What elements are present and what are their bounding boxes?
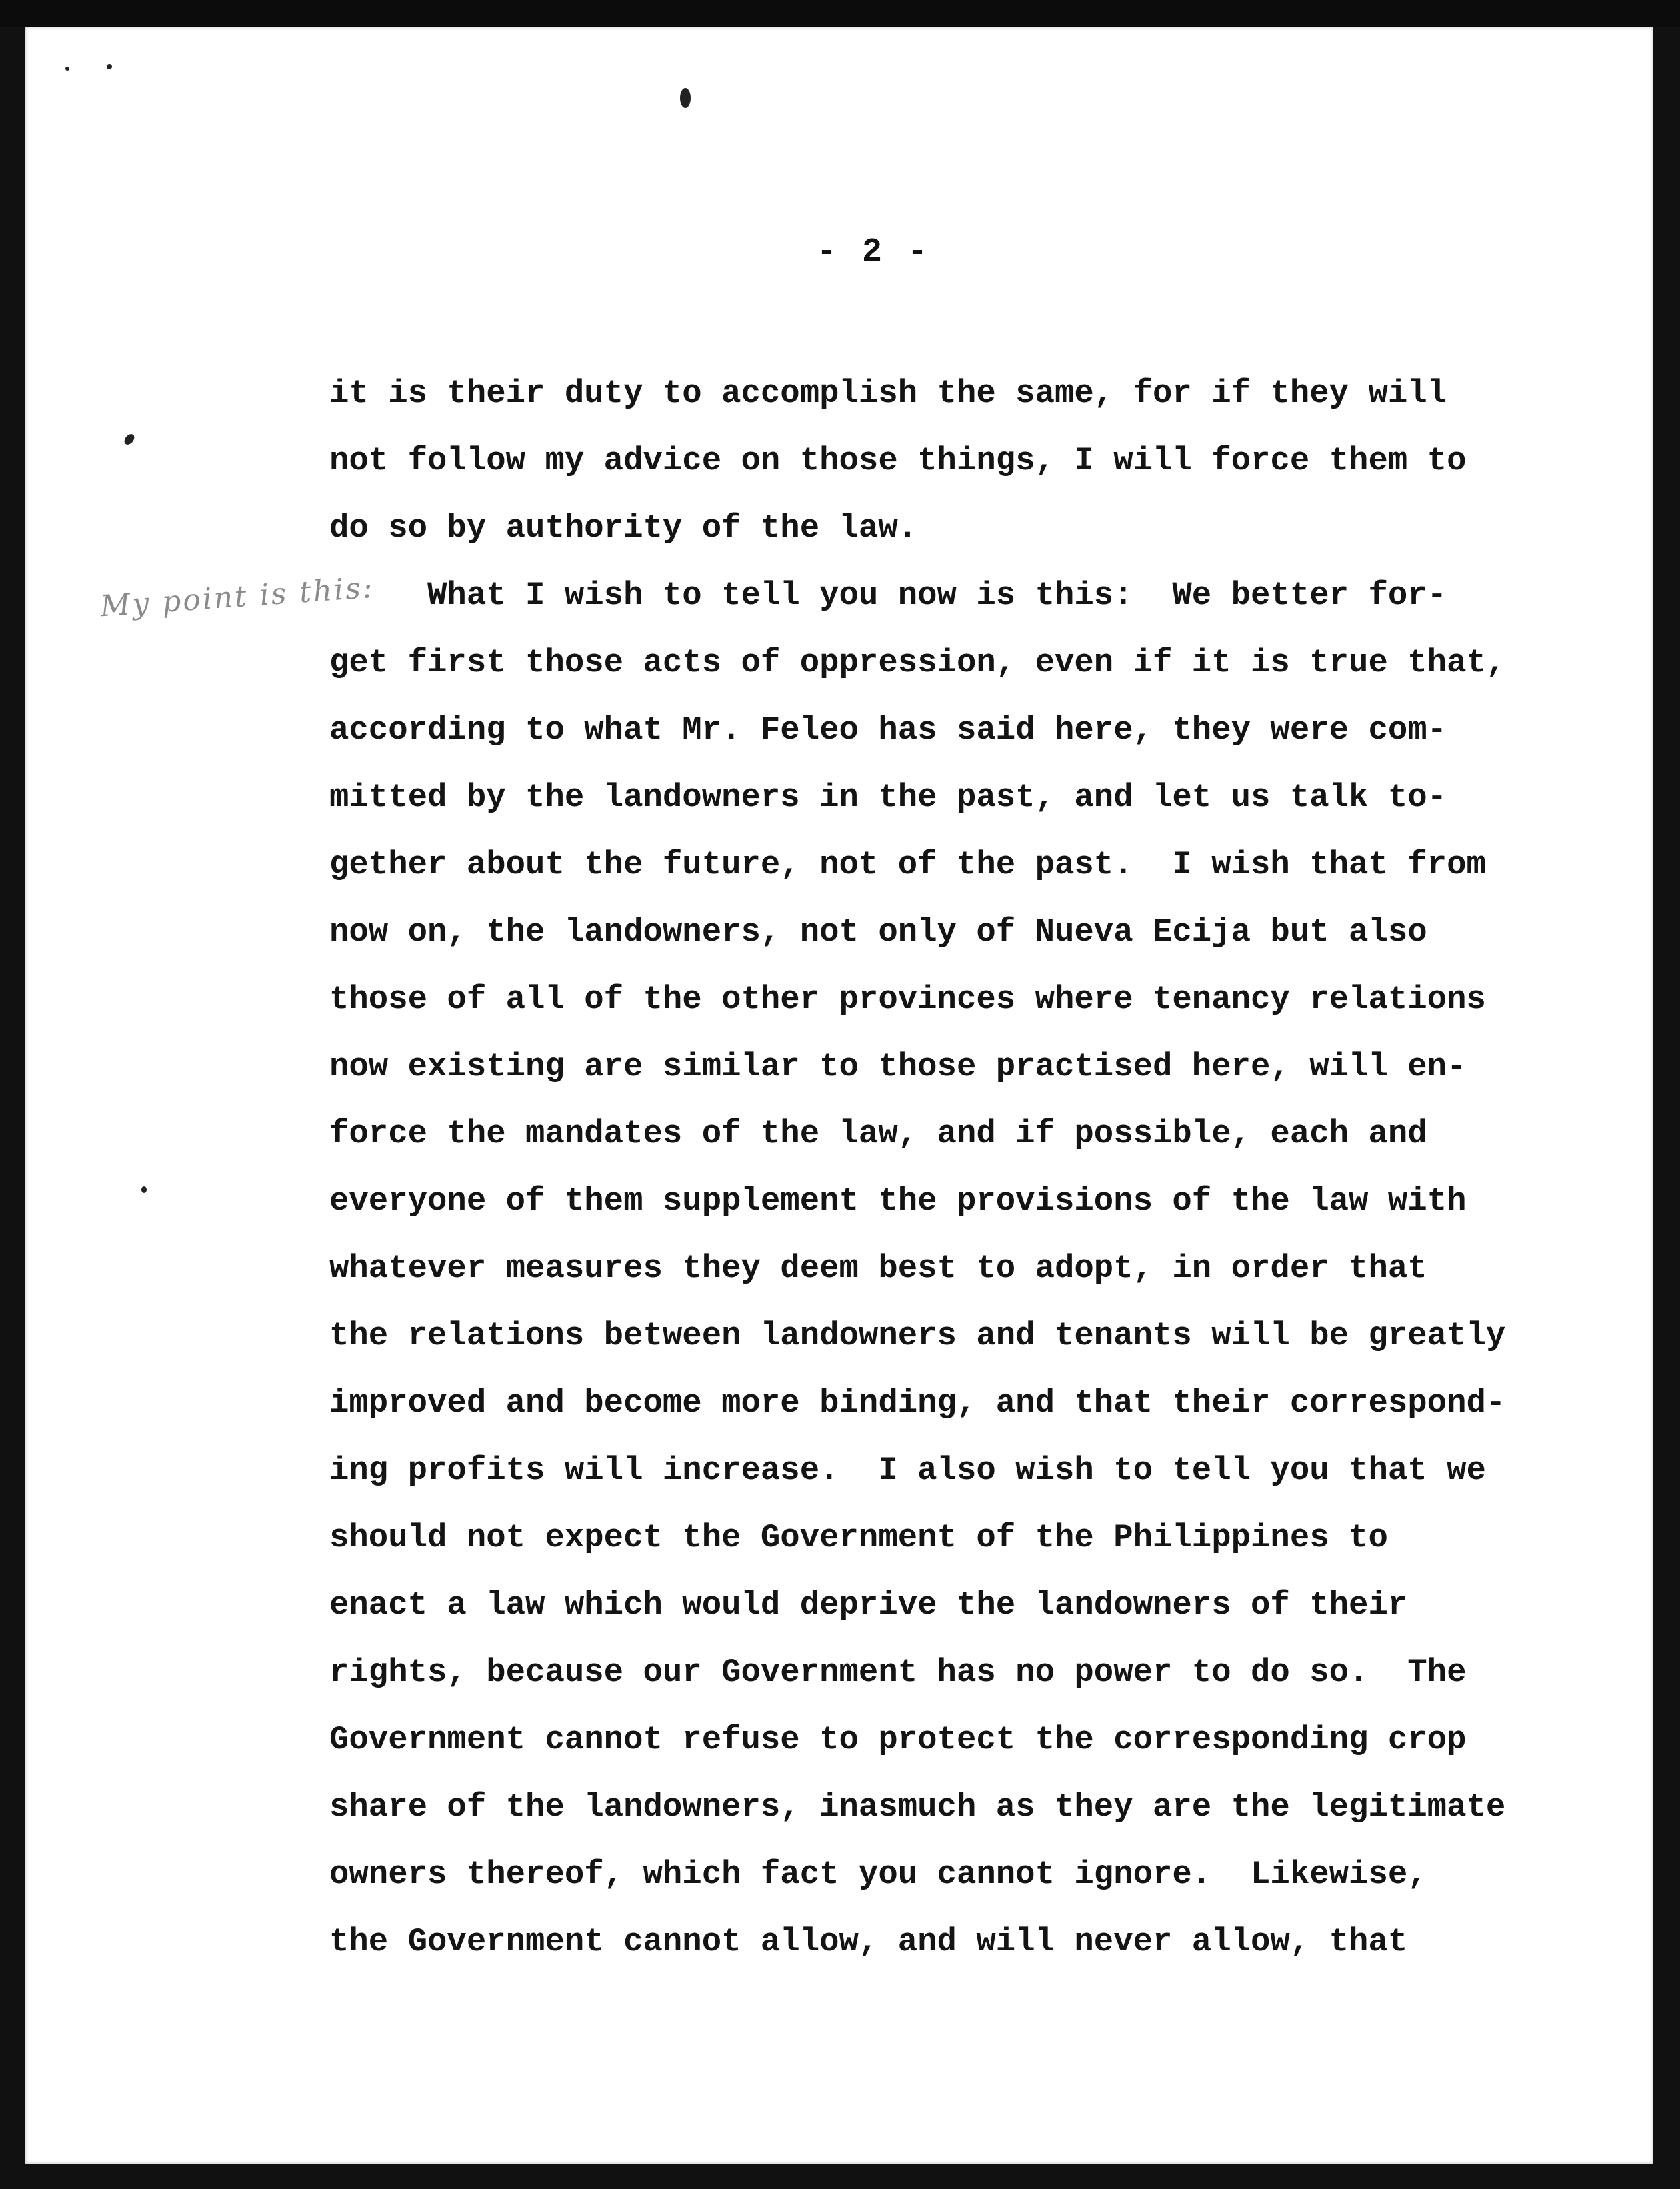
text-line: get first those acts of oppression, even if it is true that, — [329, 644, 1506, 681]
text-line: those of all of the other provinces where tenancy relations — [329, 981, 1486, 1018]
text-line: enact a law which would deprive the landowners of their — [329, 1586, 1408, 1624]
text-line: do so by authority of the law. — [329, 509, 918, 547]
text-line: according to what Mr. Feleo has said here, they were com- — [329, 711, 1447, 749]
text-line: the relations between landowners and tenants will be greatly — [329, 1317, 1506, 1354]
text-line: should not expect the Government of the Philippines to — [329, 1519, 1388, 1556]
text-line: everyone of them supplement the provisions of the law with — [329, 1182, 1467, 1220]
ink-speck — [680, 88, 691, 108]
handwritten-margin-note: My point is this: — [99, 570, 376, 624]
typed-body-text — [329, 360, 1563, 1976]
text-line: now existing are similar to those practised here, will en- — [329, 1048, 1467, 1085]
text-line: owners thereof, which fact you cannot ignore. Likewise, — [329, 1856, 1427, 1893]
ink-speck — [123, 432, 137, 447]
text-line: force the mandates of the law, and if possible, each and — [329, 1115, 1427, 1152]
text-line: Government cannot refuse to protect the corresponding crop — [329, 1721, 1467, 1758]
ink-speck — [141, 1186, 147, 1193]
text-line: the Government cannot allow, and will never allow, that — [329, 1923, 1408, 1960]
text-line: What I wish to tell you now is this: We better for- — [329, 577, 1447, 614]
text-line: mitted by the landowners in the past, and let us talk to- — [329, 779, 1447, 816]
text-line: not follow my advice on those things, I will force them to — [329, 442, 1467, 479]
text-line: share of the landowners, inasmuch as they are the legitimate — [329, 1788, 1506, 1826]
text-line: it is their duty to accomplish the same, for if they will — [329, 375, 1447, 412]
text-line: improved and become more binding, and that their correspond- — [329, 1384, 1506, 1422]
scan-top-edge — [0, 0, 1680, 27]
text-line: gether about the future, not of the past. I wish that from — [329, 846, 1486, 883]
text-line: whatever measures they deem best to adopt, in order that — [329, 1250, 1427, 1287]
text-line: rights, because our Government has no power to do so. The — [329, 1654, 1467, 1691]
page-number: - 2 - — [816, 233, 931, 271]
ink-speck — [107, 64, 112, 69]
text-line: now on, the landowners, not only of Nueva Ecija but also — [329, 913, 1427, 951]
text-line: ing profits will increase. I also wish to tell you that we — [329, 1452, 1486, 1489]
ink-speck — [65, 67, 69, 71]
